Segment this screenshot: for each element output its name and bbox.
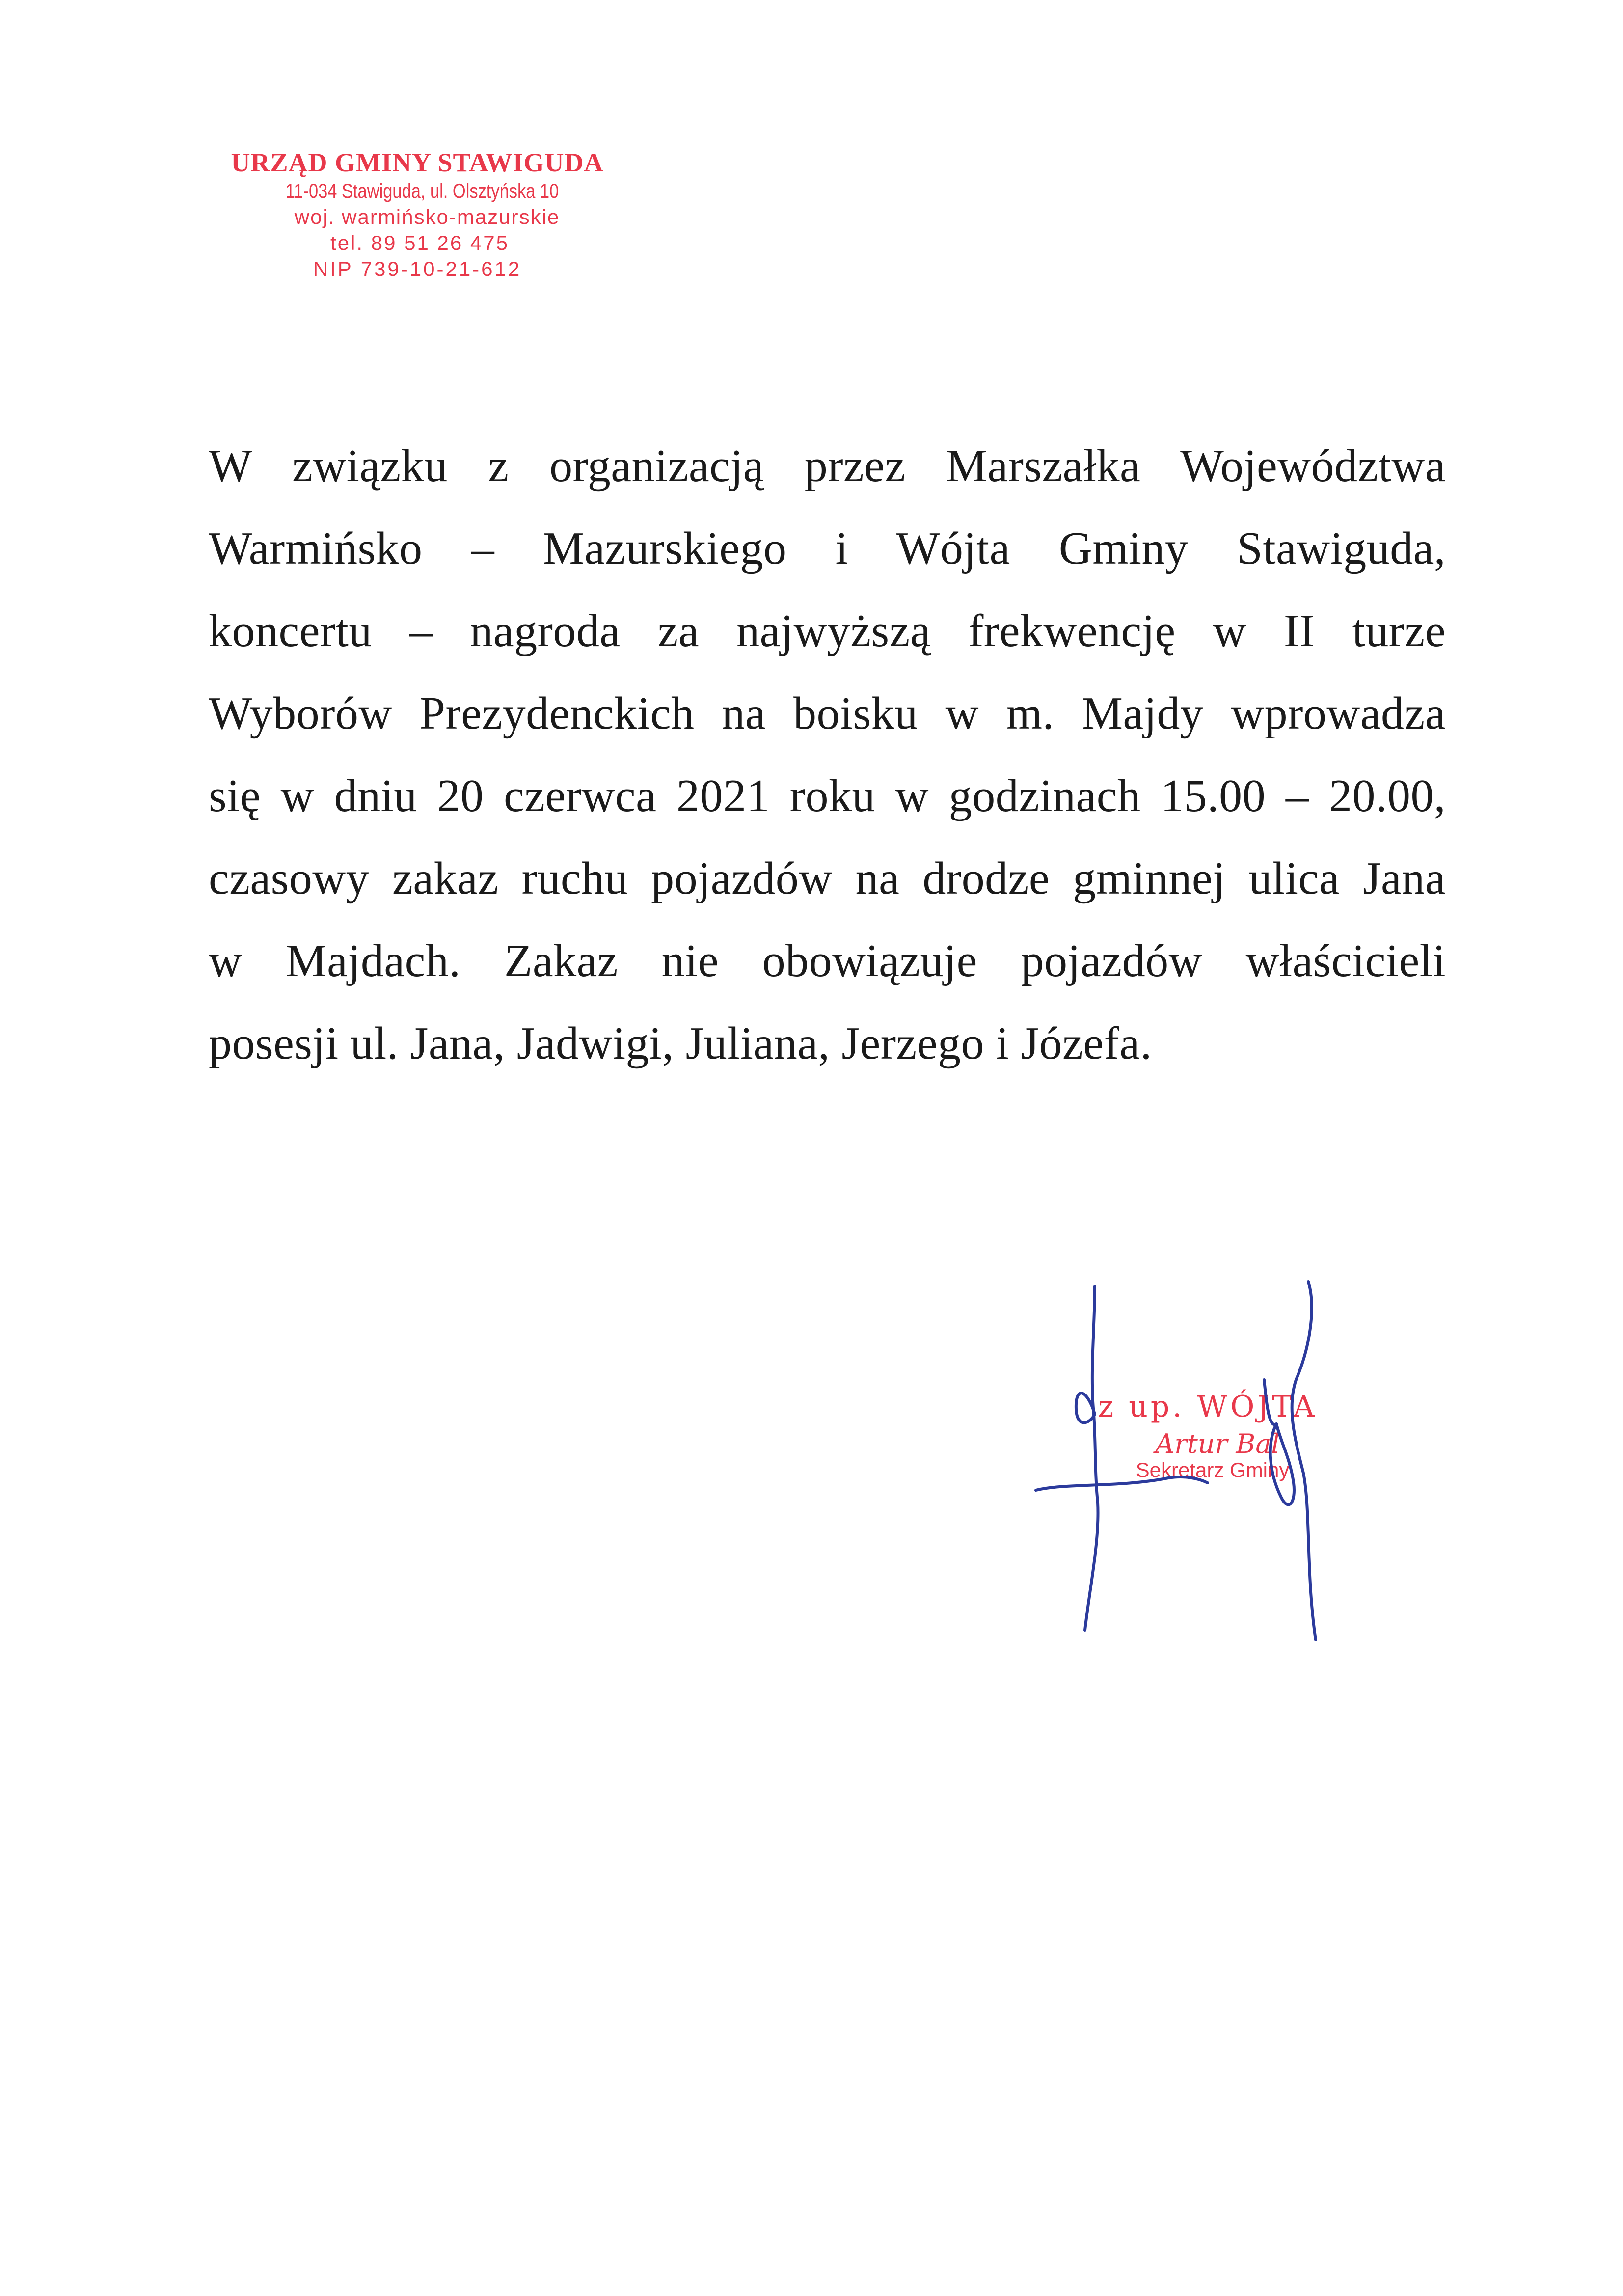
- office-stamp: [231, 147, 614, 282]
- text-line-3: koncertu – nagroda za najwyższą frekwencję w II turze: [209, 605, 1446, 656]
- text-line-8: posesji ul. Jana, Jadwigi, Juliana, Jerzego i Józefa.: [209, 1018, 1152, 1069]
- text-line-6: czasowy zakaz ruchu pojazdów na drodze gminnej ulica Jana: [209, 853, 1446, 904]
- text-line-5: się w dniu 20 czerwca 2021 roku w godzinach 15.00 – 20.00,: [209, 770, 1446, 821]
- announcement-text: [209, 425, 1446, 1085]
- signature-block: [1021, 1267, 1325, 1660]
- office-nip: NIP 739-10-21-612: [313, 257, 522, 280]
- office-phone: tel. 89 51 26 475: [330, 231, 509, 254]
- text-line-2: Warmińsko – Mazurskiego i Wójta Gminy Stawiguda,: [209, 523, 1446, 574]
- office-region: woj. warmińsko-mazurskie: [294, 205, 560, 228]
- text-line-4: Wyborów Prezydenckich na boisku w m. Majdy wprowadza: [209, 688, 1446, 739]
- signature-title: Sekretarz Gminy: [1136, 1458, 1290, 1481]
- handwritten-signature-icon: [1021, 1267, 1325, 1660]
- text-line-7: w Majdach. Zakaz nie obowiązuje pojazdów właścicieli: [209, 935, 1446, 986]
- signature-person: Artur Bal: [1155, 1428, 1280, 1459]
- office-address: 11-034 Stawiguda, ul. Olsztyńska 10: [285, 179, 559, 202]
- text-line-1: W związku z organizacją przez Marszałka Województwa: [209, 440, 1446, 492]
- signature-role: z up. WÓJTA: [1098, 1390, 1318, 1424]
- office-name: URZĄD GMINY STAWIGUDA: [231, 148, 604, 177]
